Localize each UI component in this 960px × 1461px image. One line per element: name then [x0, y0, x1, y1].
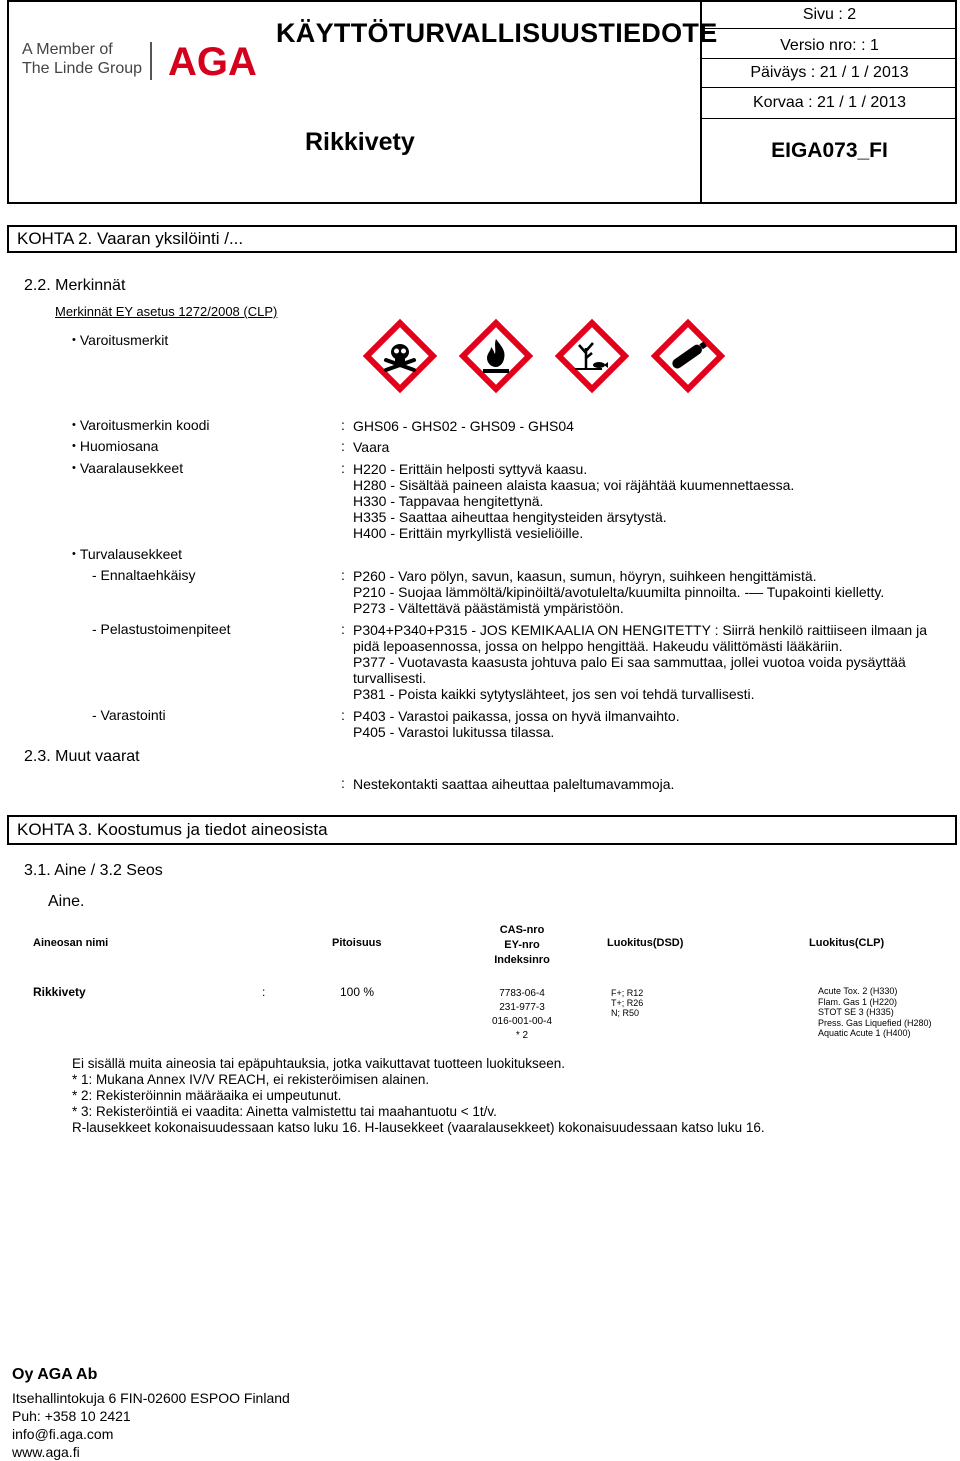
column-header-clp: Luokitus(CLP)	[809, 937, 885, 949]
prevention-statement: P260 - Varo pölyn, savun, kaasun, sumun, höyryn, suihkeen hengittämistä.	[353, 568, 817, 584]
note-line: * 3: Rekisteröintiä ei vaadita: Ainetta valmistettu tai maahantuotu < 1t/v.	[72, 1104, 497, 1119]
colon: :	[341, 621, 345, 637]
colon: :	[341, 460, 345, 476]
registration-note: * 2	[515, 1030, 529, 1041]
response-statement: P304+P340+P315 - JOS KEMIKAALIA ON HENGITETTY : Siirrä henkilö raittiiseen ilmaan ja	[353, 622, 927, 638]
note-line: Ei sisällä muita aineosia tai epäpuhtauksia, jotka vaikuttavat tuotteen luokitukseen.	[72, 1056, 566, 1071]
section-2-heading: KOHTA 2. Vaaran yksilöinti /...	[7, 225, 957, 253]
response-statement: turvallisesti.	[353, 670, 427, 686]
logo-line-2: The Linde Group	[22, 60, 143, 77]
precautionary-statements-label: • Turvalausekkeet	[72, 546, 182, 565]
aga-logo-text: AGA	[168, 40, 257, 84]
response-statement: P377 - Vuotavasta kaasusta johtuva palo Ei saa sammuttaa, jollei vuotoa voida pysäyttää	[353, 654, 906, 670]
hazard-statements-list	[353, 461, 794, 541]
header-cas: CAS-nro	[499, 924, 545, 936]
meta-divider	[702, 28, 957, 29]
environment-icon	[556, 320, 628, 392]
document-meta-panel	[700, 0, 957, 204]
colon: :	[341, 707, 345, 723]
clp-item: Press. Gas Liquefied (H280)	[818, 1017, 932, 1028]
storage-list	[353, 708, 680, 740]
dsd-item: F+; R12	[611, 988, 644, 998]
hazard-statement: H280 - Sisältää paineen alaista kaasua; voi räjähtää kuumennettaessa.	[353, 477, 795, 493]
dsd-classification	[611, 988, 643, 1018]
composition-notes	[72, 1056, 765, 1136]
column-header-dsd: Luokitus(DSD)	[607, 937, 684, 949]
clp-item: STOT SE 3 (H335)	[818, 1007, 894, 1017]
clp-regulation-note: Merkinnät EY asetus 1272/2008 (CLP)	[55, 304, 278, 319]
hazard-statement: H220 - Erittäin helposti syttyvä kaasu.	[353, 461, 588, 477]
response-statement: pidä lepoasennossa, jossa on helppo hengittää. Hakeudu välittömästi lääkäriin.	[353, 638, 843, 654]
storage-statement: P405 - Varastoi lukitussa tilassa.	[353, 724, 555, 740]
colon: :	[341, 438, 345, 454]
index-number: 016-001-00-4	[491, 1016, 553, 1027]
prevention-statement: P210 - Suojaa lämmöltä/kipinöiltä/avotulelta/kuumilta pinnoilta. -— Tupakointi kielletty.	[353, 584, 885, 600]
subsection-2-2-heading: 2.2. Merkinnät	[24, 277, 126, 294]
colon: :	[341, 567, 345, 583]
hazard-statement: H400 - Erittäin myrkyllistä vesieliöille.	[353, 525, 584, 541]
note-line: R-lausekkeet kokonaisuudessaan katso luku 16. H-lausekkeet (vaaralausekkeet) kokonaisuudessaan katso luku 16.	[72, 1120, 765, 1135]
dsd-item: N; R50	[611, 1008, 640, 1018]
footer-website-link[interactable]: www.aga.fi	[12, 1444, 80, 1460]
meta-divider	[702, 118, 957, 119]
header-index: Indeksinro	[494, 954, 550, 966]
column-header-name: Aineosan nimi	[33, 937, 109, 949]
clp-item: Flam. Gas 1 (H220)	[818, 996, 898, 1007]
signal-word-label: • Huomiosana	[72, 438, 158, 457]
colon: :	[341, 417, 345, 433]
footer-company: Oy AGA Ab	[12, 1366, 98, 1383]
column-header-concentration: Pitoisuus	[332, 937, 382, 949]
cas-number: 7783-06-4	[499, 988, 545, 999]
footer-email-link[interactable]: info@fi.aga.com	[12, 1426, 114, 1442]
component-identifiers	[482, 987, 562, 1043]
clp-item: Acute Tox. 2 (H330)	[818, 986, 898, 996]
prevention-label: - Ennaltaehkäisy	[92, 567, 196, 583]
replaces-date: Korvaa : 21 / 1 / 2013	[753, 94, 906, 111]
linde-group-logo-text	[22, 40, 142, 78]
response-label: - Pelastustoimenpiteet	[92, 621, 231, 637]
storage-statement: P403 - Varastoi paikassa, jossa on hyvä ilmanvaihto.	[353, 708, 680, 724]
component-concentration: 100 %	[340, 985, 375, 999]
meta-divider	[702, 58, 957, 59]
flame-icon	[460, 320, 532, 392]
pictograms-label: • Varoitusmerkit	[72, 332, 168, 351]
hazard-statements-label: • Vaaralausekkeet	[72, 460, 183, 479]
prevention-list	[353, 568, 884, 616]
response-statement: P381 - Poista kaikki sytytyslähteet, jos sen voi tehdä turvallisesti.	[353, 686, 755, 702]
pictogram-codes-label: • Varoitusmerkin koodi	[72, 417, 210, 436]
footer-address: Itsehallintokuja 6 FIN-02600 ESPOO Finland	[12, 1390, 290, 1406]
subsection-3-1-heading: 3.1. Aine / 3.2 Seos	[24, 862, 163, 879]
issue-date: Päiväys : 21 / 1 / 2013	[750, 64, 909, 81]
note-line: * 2: Rekisteröinnin määräaika ei umpeutunut.	[72, 1088, 342, 1103]
footer-contact	[12, 1389, 290, 1461]
substance-type: Aine.	[48, 893, 85, 910]
pictogram-codes-value: GHS06 - GHS02 - GHS09 - GHS04	[353, 418, 574, 434]
signal-word-value: Vaara	[353, 439, 390, 455]
version-number: Versio nro: : 1	[780, 37, 879, 54]
gas-cylinder-icon	[652, 320, 724, 392]
component-name: Rikkivety	[33, 985, 86, 999]
note-line: * 1: Mukana Annex IV/V REACH, ei rekisteröimisen alainen.	[72, 1072, 430, 1087]
hazard-statement: H330 - Tappavaa hengitettynä.	[353, 493, 544, 509]
column-header-identifiers	[482, 923, 562, 968]
prevention-statement: P273 - Vältettävä päästämistä ympäristöön.	[353, 600, 624, 616]
clp-classification	[818, 986, 932, 1039]
document-title: KÄYTTÖTURVALLISUUSTIEDOTE	[276, 18, 718, 48]
meta-divider	[702, 87, 957, 88]
logo-line-1: A Member of	[22, 41, 113, 58]
section-3-heading: KOHTA 3. Koostumus ja tiedot aineosista	[7, 815, 957, 845]
logo-separator	[150, 42, 152, 80]
storage-label: - Varastointi	[92, 707, 166, 723]
response-list	[353, 622, 927, 702]
other-hazards-value: Nestekontakti saattaa aiheuttaa paleltumavammoja.	[353, 776, 675, 792]
colon: :	[262, 985, 266, 999]
skull-crossbones-icon	[364, 320, 436, 392]
colon: :	[341, 775, 345, 791]
ec-number: 231-977-3	[499, 1002, 545, 1013]
footer-phone: Puh: +358 10 2421	[12, 1408, 131, 1424]
clp-item: Aquatic Acute 1 (H400)	[818, 1028, 911, 1038]
document-code: EIGA073_FI	[771, 139, 888, 162]
aga-logo	[166, 36, 257, 84]
product-name: Rikkivety	[305, 128, 415, 156]
header-ec: EY-nro	[504, 939, 540, 951]
dsd-item: T+; R26	[611, 998, 644, 1008]
subsection-2-3-heading: 2.3. Muut vaarat	[24, 748, 140, 765]
page-number: Sivu : 2	[802, 6, 857, 23]
hazard-statement: H335 - Saattaa aiheuttaa hengitysteiden ärsytystä.	[353, 509, 667, 525]
